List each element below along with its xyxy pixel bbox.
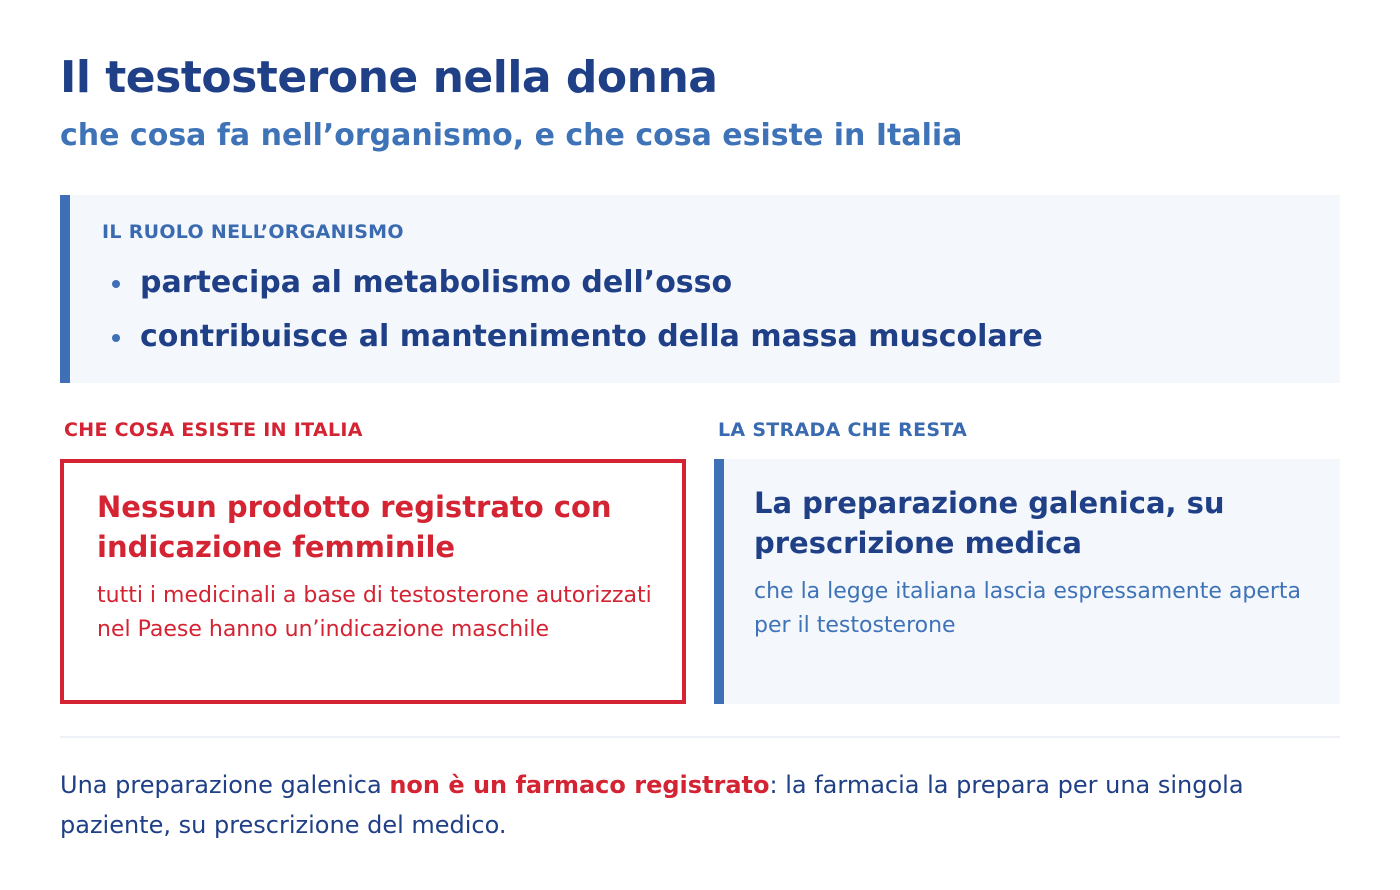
italy-heading: CHE COSA ESISTE IN ITALIA — [64, 419, 363, 441]
remaining-card-title: La preparazione galenica, su prescrizione medica — [754, 486, 1225, 560]
footnote-text-after: : la farmacia la prepara per una singola paziente, su prescrizione del medico. — [60, 771, 1244, 839]
italy-card-text: tutti i medicinali a base di testosterone autorizzati nel Paese hanno un’indicazione maschile — [97, 583, 652, 642]
role-item-text: partecipa al metabolismo dell’osso — [140, 265, 733, 300]
role-item-text: contribuisce al mantenimento della massa muscolare — [140, 319, 1043, 354]
role-list — [110, 261, 1043, 369]
footnote — [60, 765, 1340, 845]
remaining-heading: LA STRADA CHE RESTA — [718, 419, 968, 441]
italy-card — [60, 459, 686, 704]
italy-card-title: Nessun prodotto registrato con indicazione femminile — [97, 490, 612, 564]
role-list-item — [110, 261, 1043, 315]
page-subtitle: che cosa fa nell’organismo, e che cosa esiste in Italia — [60, 118, 963, 153]
divider — [60, 736, 1340, 738]
role-heading: IL RUOLO NELL’ORGANISMO — [102, 221, 404, 243]
bullet-icon — [112, 334, 120, 342]
footnote-text-before: Una preparazione galenica — [60, 771, 390, 799]
page-title: Il testosterone nella donna — [60, 52, 718, 103]
role-panel — [60, 195, 1340, 383]
remaining-card-text: che la legge italiana lascia espressamente aperta per il testosterone — [754, 579, 1302, 638]
remaining-card — [714, 459, 1340, 704]
bullet-icon — [112, 280, 120, 288]
footnote-emphasis: non è un farmaco registrato — [389, 771, 770, 799]
role-list-item — [110, 315, 1043, 369]
